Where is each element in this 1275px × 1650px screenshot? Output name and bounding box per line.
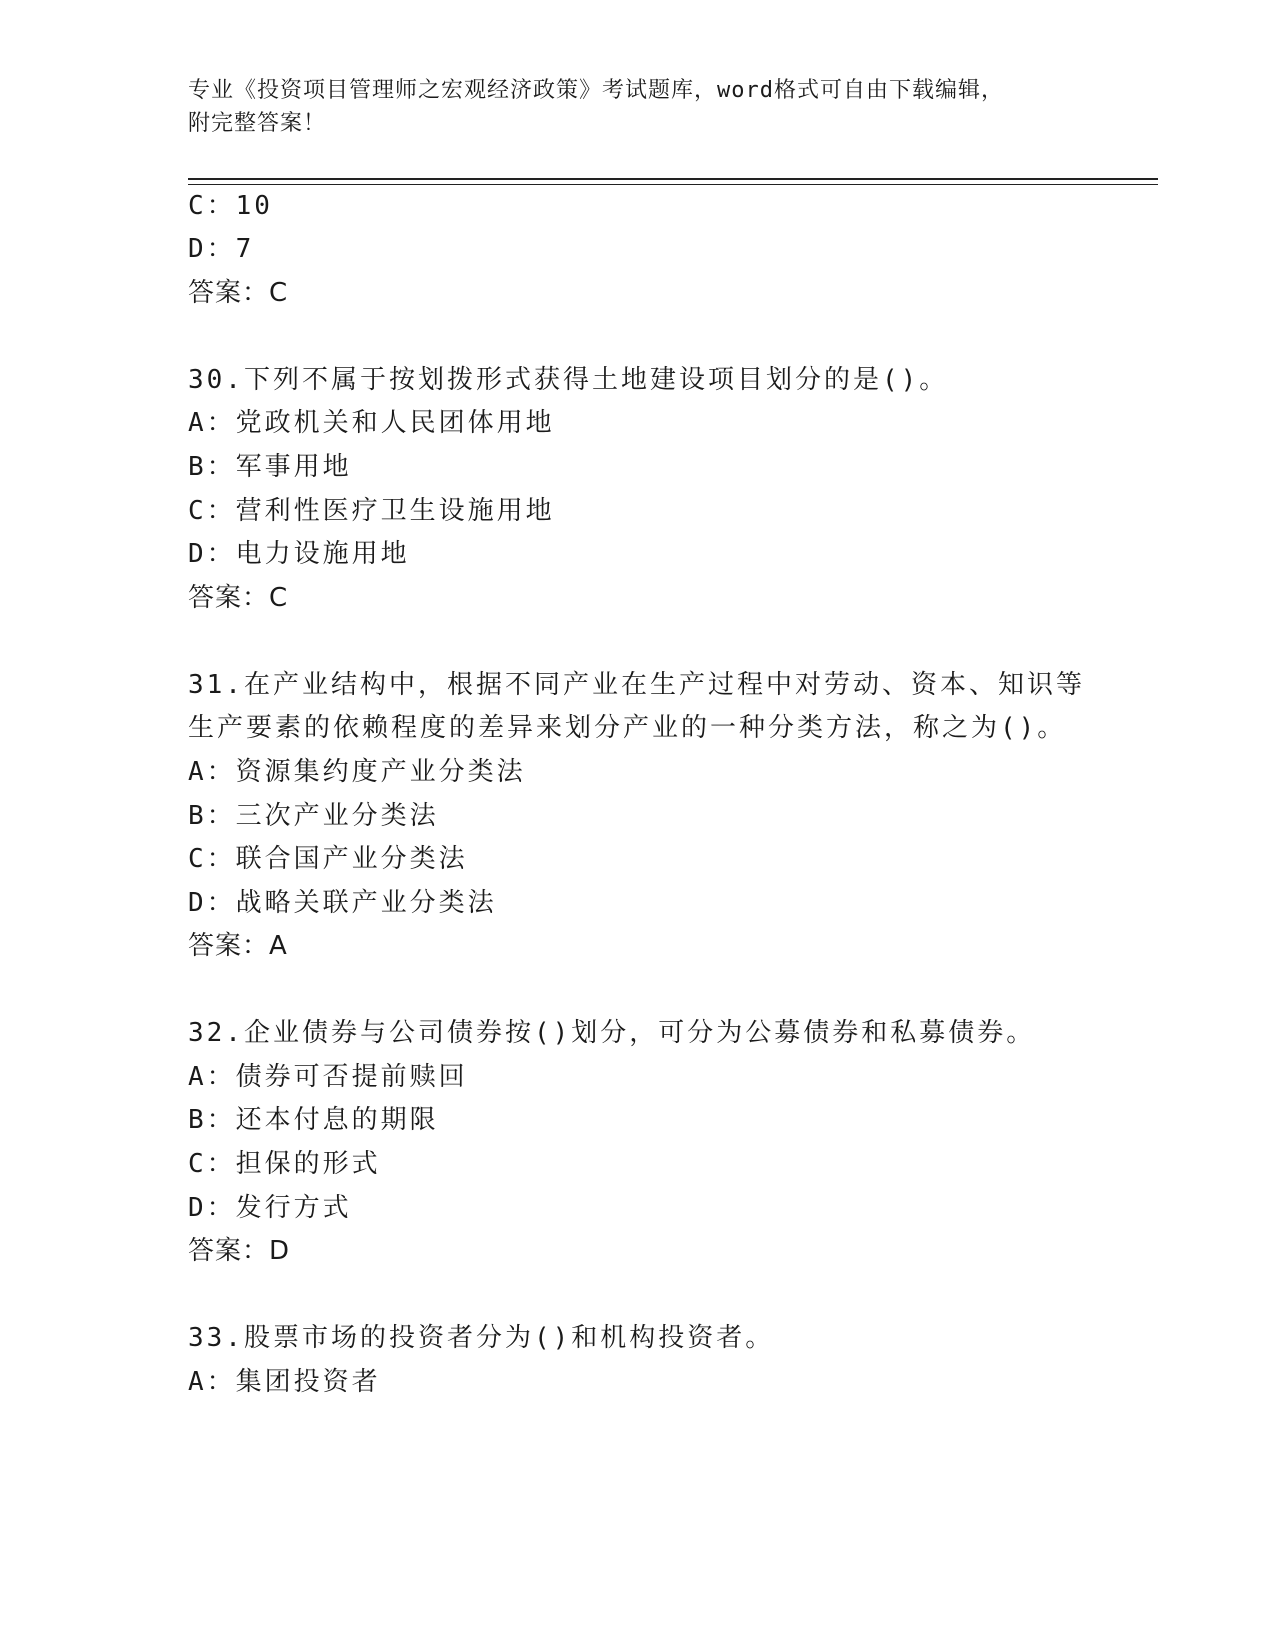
header-line-1: 专业《投资项目管理师之宏观经济政策》考试题库，word格式可自由下载编辑， <box>188 78 1004 103</box>
prev-option-c: C：10 <box>188 191 273 221</box>
prev-option-d: D：7 <box>188 234 255 264</box>
q30-option-a: A：党政机关和人民团体用地 <box>188 408 555 438</box>
q30-option-b: B：军事用地 <box>188 452 352 482</box>
q32-option-c: C：担保的形式 <box>188 1149 381 1179</box>
q30-answer: 答案：C <box>188 583 289 613</box>
header-line-2: 附完整答案！ <box>188 111 327 136</box>
q33-stem: 33.股票市场的投资者分为()和机构投资者。 <box>188 1323 775 1353</box>
q31-option-d: D：战略关联产业分类法 <box>188 888 497 918</box>
q32-stem: 32.企业债券与公司债券按()划分，可分为公募债券和私募债券。 <box>188 1018 1036 1048</box>
q31-option-b: B：三次产业分类法 <box>188 801 439 831</box>
prev-answer: 答案：C <box>188 278 289 308</box>
document-header <box>188 74 1088 140</box>
header-rule-thick <box>188 178 1158 180</box>
q32-answer: 答案：D <box>188 1236 291 1266</box>
q30-option-c: C：营利性医疗卫生设施用地 <box>188 496 555 526</box>
q31-option-c: C：联合国产业分类法 <box>188 844 468 874</box>
q32-option-a: A：债券可否提前赎回 <box>188 1062 468 1092</box>
q33-option-a: A：集团投资者 <box>188 1367 381 1397</box>
q32-option-b: B：还本付息的期限 <box>188 1105 439 1135</box>
q30-stem: 30.下列不属于按划拨形式获得土地建设项目划分的是()。 <box>188 365 949 395</box>
header-rule-thin <box>188 184 1158 185</box>
q30-option-d: D：电力设施用地 <box>188 539 410 569</box>
q31-stem-line-2: 生产要素的依赖程度的差异来划分产业的一种分类方法，称之为()。 <box>188 713 1067 743</box>
q32-option-d: D：发行方式 <box>188 1193 352 1223</box>
q31-answer: 答案：A <box>188 931 288 961</box>
q31-stem-line-1: 31.在产业结构中，根据不同产业在生产过程中对劳动、资本、知识等 <box>188 670 1085 700</box>
q31-option-a: A：资源集约度产业分类法 <box>188 757 526 787</box>
